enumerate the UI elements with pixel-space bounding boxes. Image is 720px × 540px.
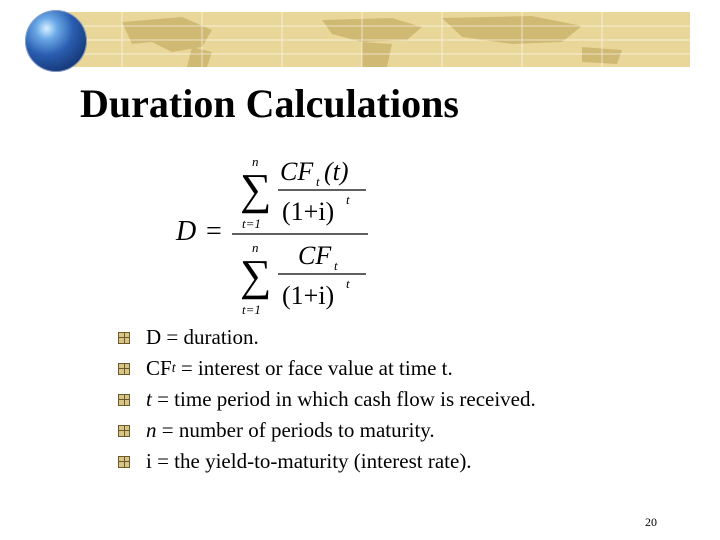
list-item bbox=[118, 415, 536, 446]
numerator-bottom-sub: t bbox=[334, 258, 338, 273]
definition-cf-text: = interest or face value at time t. bbox=[175, 356, 453, 380]
denominator-bottom: (1+i) bbox=[282, 281, 335, 310]
duration-formula bbox=[170, 140, 380, 320]
world-map-icon bbox=[62, 12, 690, 67]
list-item bbox=[118, 353, 536, 384]
page-number: 20 bbox=[645, 515, 657, 529]
definition-i: i = the yield-to-maturity (interest rate). bbox=[146, 449, 472, 473]
list-item bbox=[118, 322, 536, 353]
definition-cf-subscript: t bbox=[171, 360, 176, 376]
formula-lhs: D bbox=[176, 216, 197, 247]
definition-cf-label: CF bbox=[146, 356, 172, 380]
bullet-icon bbox=[118, 456, 130, 468]
definitions-list bbox=[118, 322, 536, 477]
definition-t-text: = time period in which cash flow is received. bbox=[151, 387, 536, 411]
definition-n-symbol: n bbox=[146, 418, 157, 442]
numerator-top-arg: (t) bbox=[324, 157, 349, 186]
denominator-top: (1+i) bbox=[282, 197, 335, 226]
globe-icon bbox=[25, 10, 87, 72]
world-map-banner bbox=[62, 12, 690, 67]
bullet-icon bbox=[118, 363, 130, 375]
lower-limit-top: t=1 bbox=[242, 216, 261, 231]
bullet-icon bbox=[118, 332, 130, 344]
formula-equals: = bbox=[206, 216, 222, 247]
denominator-bottom-exp: t bbox=[346, 276, 350, 291]
numerator-bottom-cf: CF bbox=[298, 241, 332, 270]
list-item bbox=[118, 384, 536, 415]
bullet-icon bbox=[118, 394, 130, 406]
definition-duration: D = duration. bbox=[146, 325, 259, 349]
bullet-icon bbox=[118, 425, 130, 437]
definition-t-symbol: t bbox=[146, 387, 152, 411]
slide-title: Duration Calculations bbox=[80, 81, 459, 126]
lower-limit-bottom: t=1 bbox=[242, 302, 261, 317]
list-item bbox=[118, 446, 536, 477]
numerator-top-cf: CF bbox=[280, 157, 314, 186]
numerator-top-sub: t bbox=[316, 174, 320, 189]
sum-symbol-top: ∑ bbox=[240, 165, 272, 214]
sum-symbol-bottom: ∑ bbox=[240, 251, 272, 300]
denominator-top-exp: t bbox=[346, 192, 350, 207]
upper-limit-bottom: n bbox=[252, 240, 259, 255]
upper-limit-top: n bbox=[252, 154, 259, 169]
definition-n-text: = number of periods to maturity. bbox=[156, 418, 435, 442]
